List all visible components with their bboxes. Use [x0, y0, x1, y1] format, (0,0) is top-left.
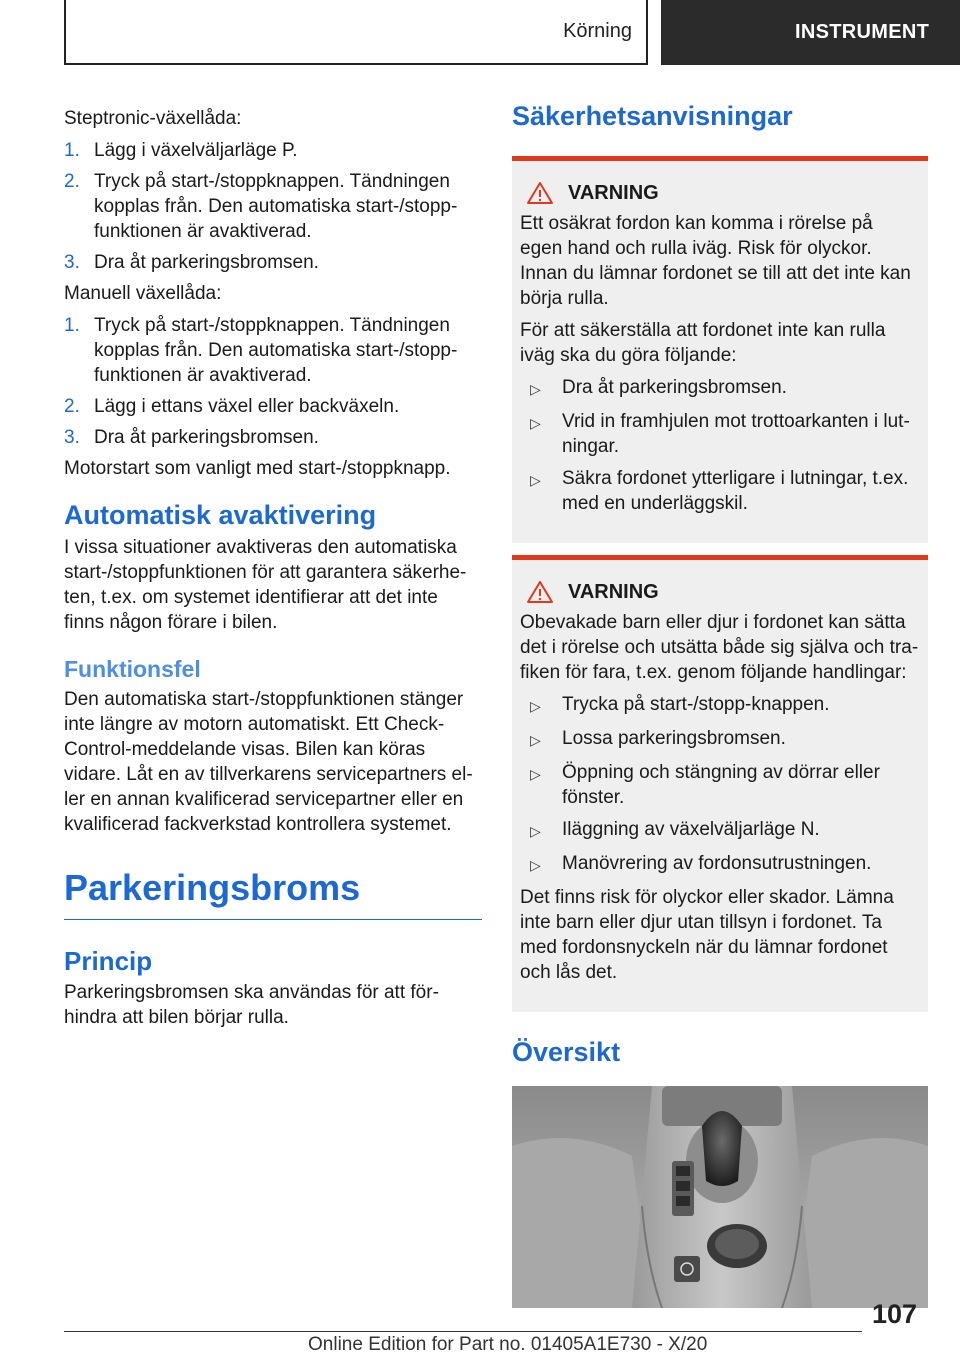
center-console-image	[512, 1086, 928, 1308]
bullet-text: Iläggning av växelväljarläge N.	[562, 819, 820, 840]
page-number: 107	[872, 1299, 918, 1329]
list-item	[64, 250, 482, 275]
warning-paragraph: Ett osäkrat fordon kan komma i rörelse på egen hand och rulla iväg. Risk för olyckor. Innan du lämnar fordonet se till att det inte kan börja rulla.	[520, 213, 911, 309]
list-item	[64, 138, 482, 163]
warning-title-text: VARNING	[568, 181, 659, 204]
step-text: Dra åt parkeringsbromsen.	[94, 427, 319, 448]
step-number: 2.	[64, 171, 80, 192]
manual-steps	[64, 313, 482, 450]
list-item	[530, 466, 920, 516]
list-item	[530, 817, 920, 844]
warning-triangle-icon	[526, 181, 554, 205]
principle-text: Parkeringsbromsen ska användas för att för-hindra att bilen börjar rulla.	[64, 982, 439, 1028]
parking-brake-heading: Parkeringsbroms	[64, 867, 482, 920]
safety-heading: Säkerhetsanvisningar	[512, 101, 793, 131]
bullet-triangle-icon: ▷	[530, 823, 541, 839]
warning-title	[520, 181, 920, 205]
footer-edition: Online Edition for Part no. 01405A1E730 - X/20	[308, 1334, 708, 1355]
step-number: 1.	[64, 140, 80, 161]
warning-triangle-icon	[526, 580, 554, 604]
bullet-text: Vrid in framhjulen mot trottoarkanten i lut-ningar.	[562, 411, 910, 457]
header-chapter-label: INSTRUMENT	[795, 21, 930, 43]
step-number: 1.	[64, 315, 80, 336]
footer-divider	[64, 1331, 862, 1332]
steptronic-steps	[64, 138, 482, 275]
auto-deactivation-text: I vissa situationer avaktiveras den automatiska start-/stoppfunktionen för att garantera säkerhe-ten, t.ex. om systemet identifierar att det inte finns någon förare i bilen.	[64, 537, 467, 633]
bullet-triangle-icon: ▷	[530, 472, 541, 488]
warning-title-text: VARNING	[568, 580, 659, 603]
malfunction-heading: Funktionsfel	[64, 656, 201, 682]
bullet-text: Öppning och stängning av dörrar eller fönster.	[562, 762, 880, 808]
list-item	[530, 726, 920, 753]
list-item	[64, 169, 482, 244]
list-item	[530, 409, 920, 459]
step-number: 2.	[64, 396, 80, 417]
step-text: Tryck på start-/stoppknappen. Tändningen kopplas från. Den automatiska start-/stopp-funktionen är avaktiverad.	[94, 171, 458, 242]
warning-title	[520, 580, 920, 604]
bullet-triangle-icon: ▷	[530, 698, 541, 714]
overview-heading: Översikt	[512, 1037, 621, 1067]
malfunction-text: Den automatiska start-/stoppfunktionen stänger inte längre av motorn automatiskt. Ett Check-Control-meddelande visas. Bilen kan köras vidare. Låt en av tillverkarens servicepartners el-ler en annan kvalificerad servicepartner eller en kvalificerad fackverkstad kontrollera systemet.	[64, 689, 473, 835]
warning-bullets	[530, 692, 920, 878]
principle-heading: Princip	[64, 946, 153, 976]
list-item	[530, 760, 920, 810]
bullet-triangle-icon: ▷	[530, 415, 541, 431]
step-text: Lägg i ettans växel eller backväxeln.	[94, 396, 400, 417]
warning-bullets	[530, 375, 920, 516]
list-item	[530, 692, 920, 719]
step-text: Dra åt parkeringsbromsen.	[94, 252, 319, 273]
motorstart-text: Motorstart som vanligt med start-/stoppknapp.	[64, 458, 451, 479]
warning-box	[512, 555, 928, 1012]
list-item	[530, 375, 920, 402]
manual-label: Manuell växellåda:	[64, 283, 222, 304]
warning-box	[512, 156, 928, 543]
list-item	[64, 313, 482, 388]
list-item	[64, 425, 482, 450]
header-chapter-tab	[661, 0, 960, 65]
warning-paragraph: Obevakade barn eller djur i fordonet kan sätta det i rörelse och utsätta både sig själva och tra-fiken för fara, t.ex. genom följande handlingar:	[520, 612, 919, 683]
header-section-label: Körning	[563, 20, 632, 42]
bullet-text: Säkra fordonet ytterligare i lutningar, t.ex. med en underläggskil.	[562, 468, 909, 514]
right-column	[512, 100, 928, 1308]
list-item	[64, 394, 482, 419]
auto-deactivation-heading: Automatisk avaktivering	[64, 500, 377, 530]
bullet-triangle-icon: ▷	[530, 857, 541, 873]
step-text: Tryck på start-/stoppknappen. Tändningen kopplas från. Den automatiska start-/stopp-funktionen är avaktiverad.	[94, 315, 458, 386]
bullet-text: Manövrering av fordonsutrustningen.	[562, 853, 872, 874]
list-item	[530, 851, 920, 878]
header-section-tab	[64, 0, 648, 65]
warning-paragraph: Det finns risk för olyckor eller skador. Lämna inte barn eller djur utan tillsyn i fordonet. Ta med fordonsnyckeln när du lämnar fordonet och lås det.	[520, 887, 894, 983]
bullet-triangle-icon: ▷	[530, 732, 541, 748]
center-console-photo	[512, 1086, 928, 1308]
bullet-text: Dra åt parkeringsbromsen.	[562, 377, 787, 398]
steptronic-label: Steptronic-växellåda:	[64, 108, 242, 129]
step-number: 3.	[64, 252, 80, 273]
bullet-text: Trycka på start-/stopp-knappen.	[562, 694, 830, 715]
step-text: Lägg i växelväljarläge P.	[94, 140, 298, 161]
bullet-text: Lossa parkeringsbromsen.	[562, 728, 786, 749]
warning-paragraph: För att säkerställa att fordonet inte kan rulla iväg ska du göra följande:	[520, 320, 886, 366]
bullet-triangle-icon: ▷	[530, 766, 541, 782]
step-number: 3.	[64, 427, 80, 448]
bullet-triangle-icon: ▷	[530, 381, 541, 397]
left-column	[64, 100, 482, 1037]
